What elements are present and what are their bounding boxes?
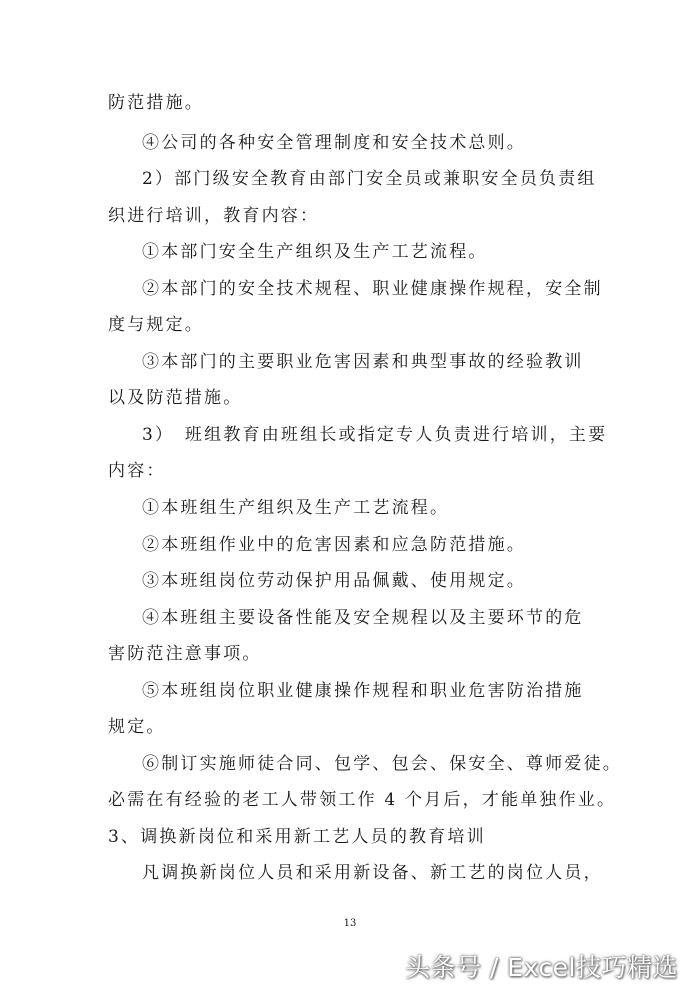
watermark-text: 头条号 / Excel技巧精选 (404, 953, 678, 982)
text-line-19: ⑥制订实施师徒合同、包学、包会、保安全、尊师爱徒。 (142, 754, 622, 774)
text-line-13: ②本班组作业中的危害因素和应急防范措施。 (142, 535, 526, 555)
text-line-22: 凡调换新岗位人员和采用新设备、新工艺的岗位人员， (142, 863, 603, 883)
text-line-1: 防范措施。 (108, 93, 204, 113)
text-line-12: ①本班组生产组织及生产工艺流程。 (142, 498, 450, 518)
text-line-6: ②本部门的安全技术规程、职业健康操作规程，安全制 (142, 279, 603, 299)
text-line-5: ①本部门安全生产组织及生产工艺流程。 (142, 242, 488, 262)
text-line-4: 织进行培训，教育内容： (108, 206, 320, 226)
text-line-11: 内容： (108, 461, 166, 481)
text-line-18: 规定。 (108, 717, 166, 737)
text-line-15: ④本班组主要设备性能及安全规程以及主要环节的危 (142, 608, 584, 628)
text-line-14: ③本班组岗位劳动保护用品佩戴、使用规定。 (142, 571, 526, 591)
text-line-3: 2）部门级安全教育由部门安全员或兼职安全员负责组 (142, 169, 597, 189)
text-line-16: 害防范注意事项。 (108, 644, 262, 664)
text-line-9: 以及防范措施。 (108, 388, 243, 408)
text-line-7: 度与规定。 (108, 315, 204, 335)
text-line-8: ③本部门的主要职业危害因素和典型事故的经验教训 (142, 352, 584, 372)
text-line-17: ⑤本班组岗位职业健康操作规程和职业危害防治措施 (142, 681, 584, 701)
section-heading: 3、调换新岗位和采用新工艺人员的教育培训 (108, 827, 486, 847)
text-line-2: ④公司的各种安全管理制度和安全技术总则。 (142, 133, 526, 153)
text-line-20: 必需在有经验的老工人带领工作 4 个月后，才能单独作业。 (108, 790, 617, 810)
page-number: 13 (343, 918, 357, 929)
text-line-10: 3） 班组教育由班组长或指定专人负责进行培训，主要 (142, 425, 608, 445)
